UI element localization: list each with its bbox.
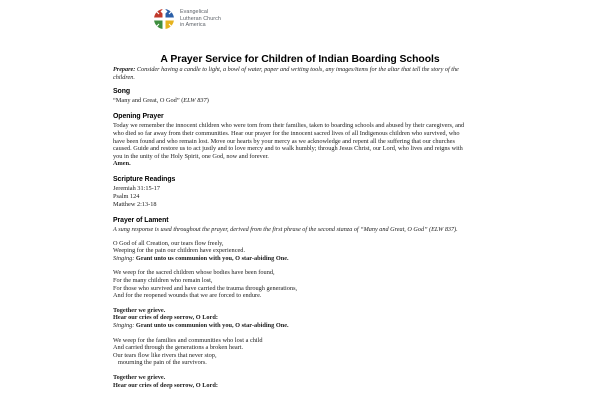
song-citation: ELW 837: [183, 97, 207, 105]
prepare-note: [113, 66, 469, 81]
rubric-citation: ELW 837: [431, 226, 455, 234]
stanza-line: For those who survived and have carried the trauma through generations,: [113, 284, 298, 292]
response-line: Together we grieve.: [113, 373, 166, 381]
lament-stanza-2: [113, 269, 469, 299]
rubric-part-1: A sung response is used throughout the prayer, derived from the first phrase of the second stanza of “Many and Great, O God” (: [113, 226, 432, 234]
opening-prayer-heading: Opening Prayer: [113, 113, 164, 120]
response-line: Hear our cries of deep sorrow, O Lord:: [113, 314, 218, 322]
stanza-line: We weep for the sacred children whose bodies have been found,: [113, 269, 275, 277]
stanza-line: For the many children who remain lost,: [113, 277, 213, 285]
stanza-line: And for the reopened wounds that we are forced to endure.: [113, 292, 262, 300]
section-opening-prayer: [113, 113, 469, 168]
lament-response-2: [113, 374, 469, 389]
lament-refrain-1: [113, 255, 469, 263]
scripture-readings-heading: Scripture Readings: [113, 175, 176, 183]
logo-line-3: in America: [180, 22, 206, 29]
scripture-reading-item: Matthew 2:13-18: [113, 200, 157, 208]
section-prayer-of-lament: [113, 217, 469, 389]
stanza-line: And carried through the generations a broken heart.: [113, 344, 244, 352]
scripture-reading-item: Psalm 124: [113, 193, 140, 201]
section-song: [113, 88, 469, 105]
logo-line-1: Evangelical: [180, 9, 209, 16]
stanza-line: Our tears flow like rivers that never stop,: [113, 351, 217, 359]
section-scripture-readings: [113, 176, 469, 209]
scripture-reading-item: Jeremiah 31:15-17: [113, 185, 161, 193]
elca-logo-wordmark: [180, 9, 221, 29]
lament-response-1: [113, 307, 469, 330]
stanza-line: Weeping for the pain our children have experienced.: [113, 247, 246, 255]
lament-refrain-2: [113, 322, 469, 330]
song-title-line: [113, 97, 469, 105]
song-title-text: “Many and Great, O God” (: [113, 97, 184, 105]
prepare-label: Prepare:: [113, 66, 136, 73]
prayer-of-lament-heading: Prayer of Lament: [113, 216, 169, 224]
lament-stanza-3: [113, 337, 469, 367]
elca-logo: [152, 7, 221, 31]
refrain-text: Grant unto us communion with you, O star-abiding One.: [134, 254, 289, 262]
lament-stanza-1: [113, 240, 469, 263]
song-title-close: ): [206, 97, 209, 105]
response-line: Hear our cries of deep sorrow, O Lord:: [113, 381, 218, 389]
refrain-cue: Singing:: [113, 254, 135, 262]
refrain-text: Grant unto us communion with you, O star-abiding One.: [134, 322, 289, 330]
refrain-cue: Singing:: [113, 322, 135, 330]
song-heading: Song: [113, 88, 131, 95]
stanza-line: O God of all Creation, our tears flow freely,: [113, 239, 224, 247]
stanza-line-indented: mourning the pain of the survivors.: [118, 359, 207, 367]
prayer-of-lament-rubric: [113, 226, 469, 234]
response-line: Together we grieve.: [113, 306, 166, 314]
rubric-part-2: ).: [454, 226, 458, 234]
page-title: A Prayer Service for Children of Indian Boarding Schools: [160, 53, 440, 65]
stanza-line: We weep for the families and communities who lost a child: [113, 336, 263, 344]
document-body: [113, 66, 469, 397]
logo-line-2: Lutheran Church: [180, 15, 221, 22]
elca-cross-emblem-icon: [152, 7, 176, 31]
opening-prayer-amen: Amen.: [113, 160, 131, 168]
prepare-text: Consider having a candle to light, a bowl of water, paper and writing tools, any images/items for the altar that tell the story of the children.: [113, 66, 459, 81]
opening-prayer-body: Today we remember the innocent children who were torn from their families, taken to boarding schools and abused by their caregivers, and who died so far away from their communities. Hear our prayer for the innocent sacred lives of all Indigenous children who survived, who have been found and who remain lost. Move our hearts by your mercy as we acknowledge and repent all the suffering that our churches caused. Guide and restore us to act justly and to love mercy and to walk humbly; through Jesus Christ, our Lord, who lives and reigns with you in the unity of the Holy Spirit, one God, now and forever.: [113, 122, 465, 160]
